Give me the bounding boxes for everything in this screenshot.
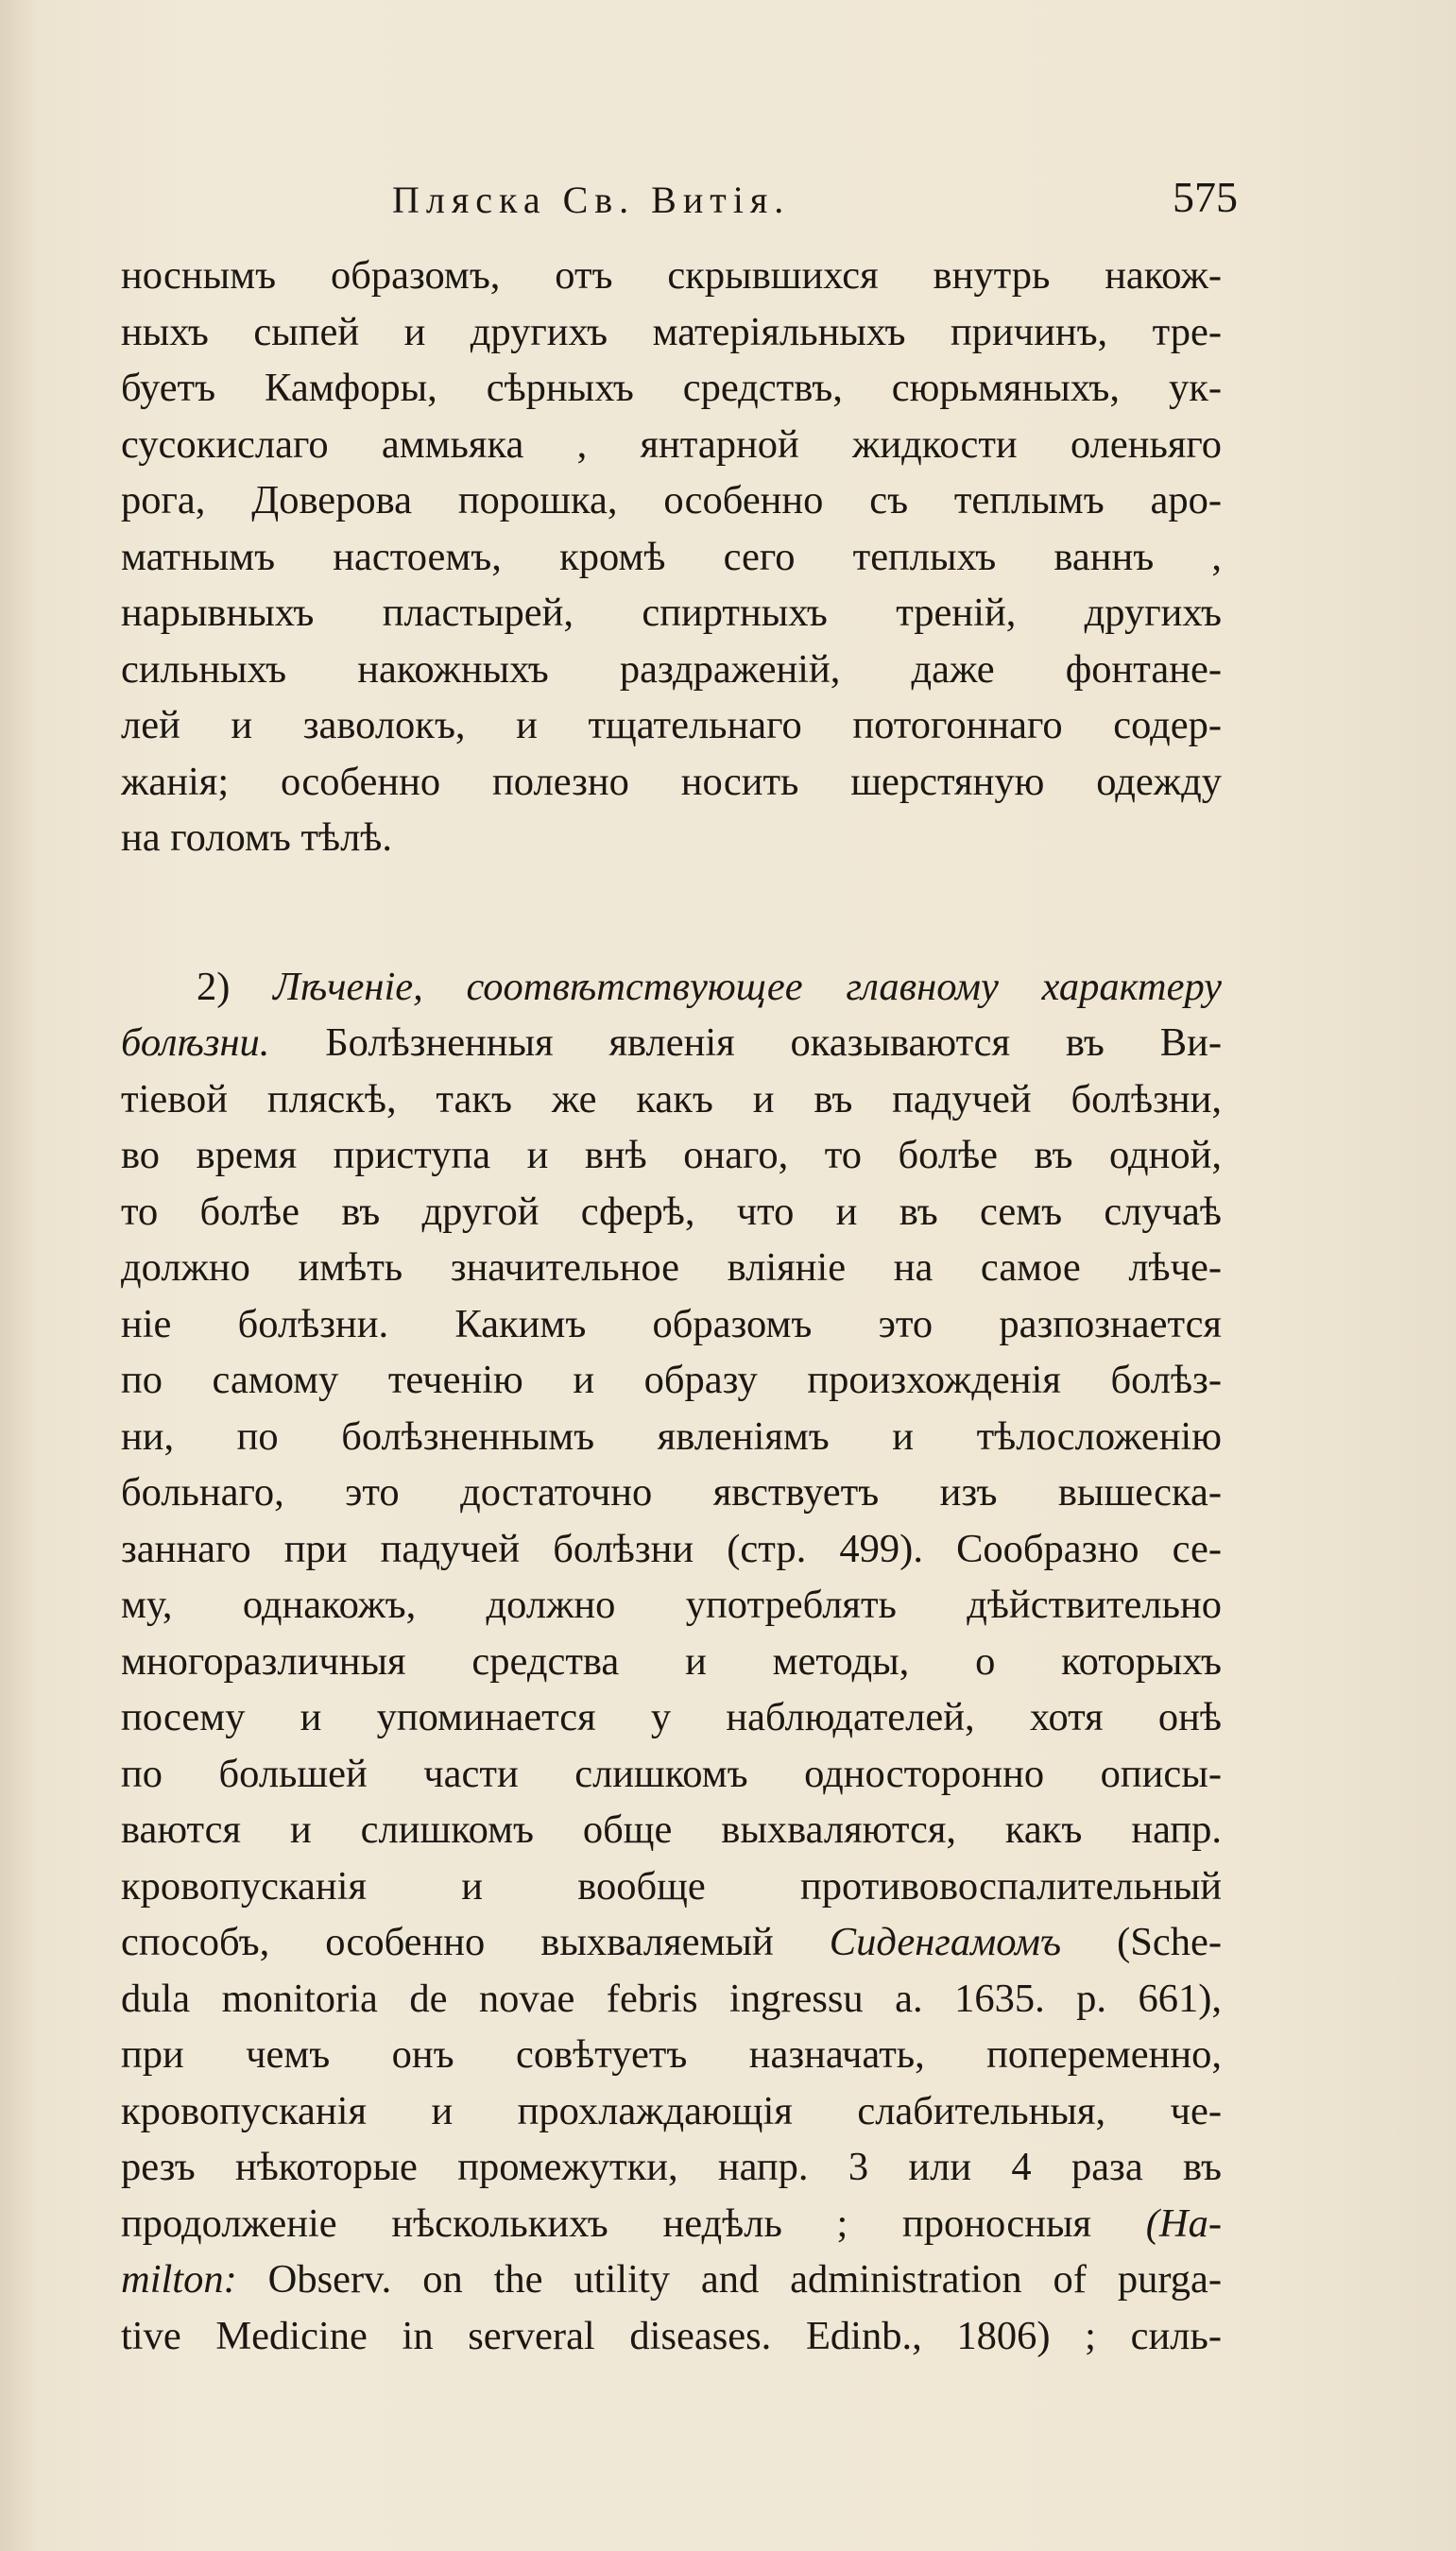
text-line: сильныхъ накожныхъ раздраженій, даже фонтане-	[121, 646, 1222, 692]
text-line: жанія; особенно полезно носить шерстяную одежду	[121, 759, 1222, 804]
body-text	[121, 248, 1222, 2364]
paragraph-1	[121, 248, 1222, 866]
text-line	[121, 1914, 1222, 1971]
section-number: 2)	[197, 964, 231, 1009]
text-line: кровопусканія и прохлаждающія слабительныя, че-	[121, 2088, 1222, 2133]
text-line: резъ нѣкоторые промежутки, напр. 3 или 4 раза въ	[121, 2145, 1222, 2189]
text-line: тіевой пляскѣ, такъ же какъ и въ падучей болѣзни,	[121, 1076, 1222, 1121]
text-line: по большей части слишкомъ односторонно описы-	[121, 1751, 1222, 1796]
text-line: ныхъ сыпей и другихъ матеріяльныхъ причинъ, тре-	[121, 309, 1222, 354]
text-fragment: (Sche-	[1061, 1920, 1222, 1964]
running-title: Пляска Св. Витія.	[392, 179, 791, 221]
page-number: 575	[1173, 173, 1238, 221]
paragraph-gap	[121, 866, 1222, 959]
page-header	[123, 173, 1238, 234]
text-line: ніе болѣзни. Какимъ образомъ это разпознается	[121, 1301, 1222, 1346]
text-line: лей и заволокъ, и тщательнаго потогоннаго содер-	[121, 703, 1222, 747]
text-line	[121, 1015, 1222, 1071]
author-name: Сиденгамомъ	[829, 1920, 1062, 1964]
text-line: больнаго, это достаточно явствуетъ изъ вышеска-	[121, 1470, 1222, 1515]
text-line: нарывныхъ пластырей, спиртныхъ треній, другихъ	[121, 591, 1222, 635]
text-line	[121, 2251, 1222, 2308]
text-line: сусокислаго аммьяка , янтарной жидкости оленьяго	[121, 421, 1222, 467]
section-heading-line	[121, 959, 1222, 1016]
author-name: milton:	[121, 2257, 237, 2302]
text-line: носнымъ образомъ, отъ скрывшихся внутрь накож-	[121, 253, 1222, 298]
text-line: буетъ Камфоры, сѣрныхъ средствъ, сюрьмяныхъ, ук-	[121, 366, 1222, 410]
text-line: tive Medicine in serveral diseases. Edinb., 1806) ; силь-	[121, 2313, 1222, 2358]
text-line	[121, 2196, 1222, 2252]
text-line: многоразличныя средства и методы, о которыхъ	[121, 1638, 1222, 1684]
text-line: ваются и слишкомъ обще выхваляются, какъ напр.	[121, 1807, 1222, 1852]
text-line: матнымъ настоемъ, кромѣ сего теплыхъ ваннъ ,	[121, 534, 1222, 579]
text-fragment: способъ, особенно выхваляемый	[121, 1920, 830, 1964]
text-line: то болѣе въ другой сферѣ, что и въ семъ случаѣ	[121, 1189, 1222, 1234]
text-line: заннаго при падучей болѣзни (стр. 499). Сообразно се-	[121, 1526, 1222, 1571]
text-line: посему и упоминается у наблюдателей, хотя онѣ	[121, 1695, 1222, 1739]
text-line: му, однакожъ, должно употреблять дѣйствительно	[121, 1583, 1222, 1627]
text-line: на голомъ тѣлѣ.	[121, 815, 392, 860]
text-line: при чемъ онъ совѣтуетъ назначать, попеременно,	[121, 2032, 1222, 2077]
text-fragment: Болѣзненныя явленія оказываются въ Ви-	[269, 1020, 1222, 1065]
paragraph-2	[121, 959, 1222, 2365]
text-line: рога, Доверова порошка, особенно съ теплымъ аро-	[121, 478, 1222, 522]
text-line: ни, по болѣзненнымъ явленіямъ и тѣлосложенію	[121, 1413, 1222, 1459]
text-line: dula monitoria de novae febris ingressu a. 1635. p. 661),	[121, 1976, 1222, 2021]
text-fragment: Observ. on the utility and administration of purga-	[236, 2257, 1222, 2302]
section-heading: Лѣченіе, соотвѣтствующее главному характеру	[273, 964, 1222, 1009]
text-line: по самому теченію и образу произхожденія болѣз-	[121, 1358, 1222, 1402]
text-line: кровопусканія и вообще противовоспалительный	[121, 1863, 1222, 1909]
text-line: должно имѣть значительное вліяніе на самое лѣче-	[121, 1245, 1222, 1290]
text-fragment: продолженіе нѣсколькихъ недѣль ; проносныя	[121, 2200, 1092, 2246]
author-name: (Ha-	[1145, 2200, 1222, 2246]
section-heading-end: болѣзни.	[121, 1020, 270, 1065]
text-line: во время приступа и внѣ онаго, то болѣе въ одной,	[121, 1133, 1222, 1177]
